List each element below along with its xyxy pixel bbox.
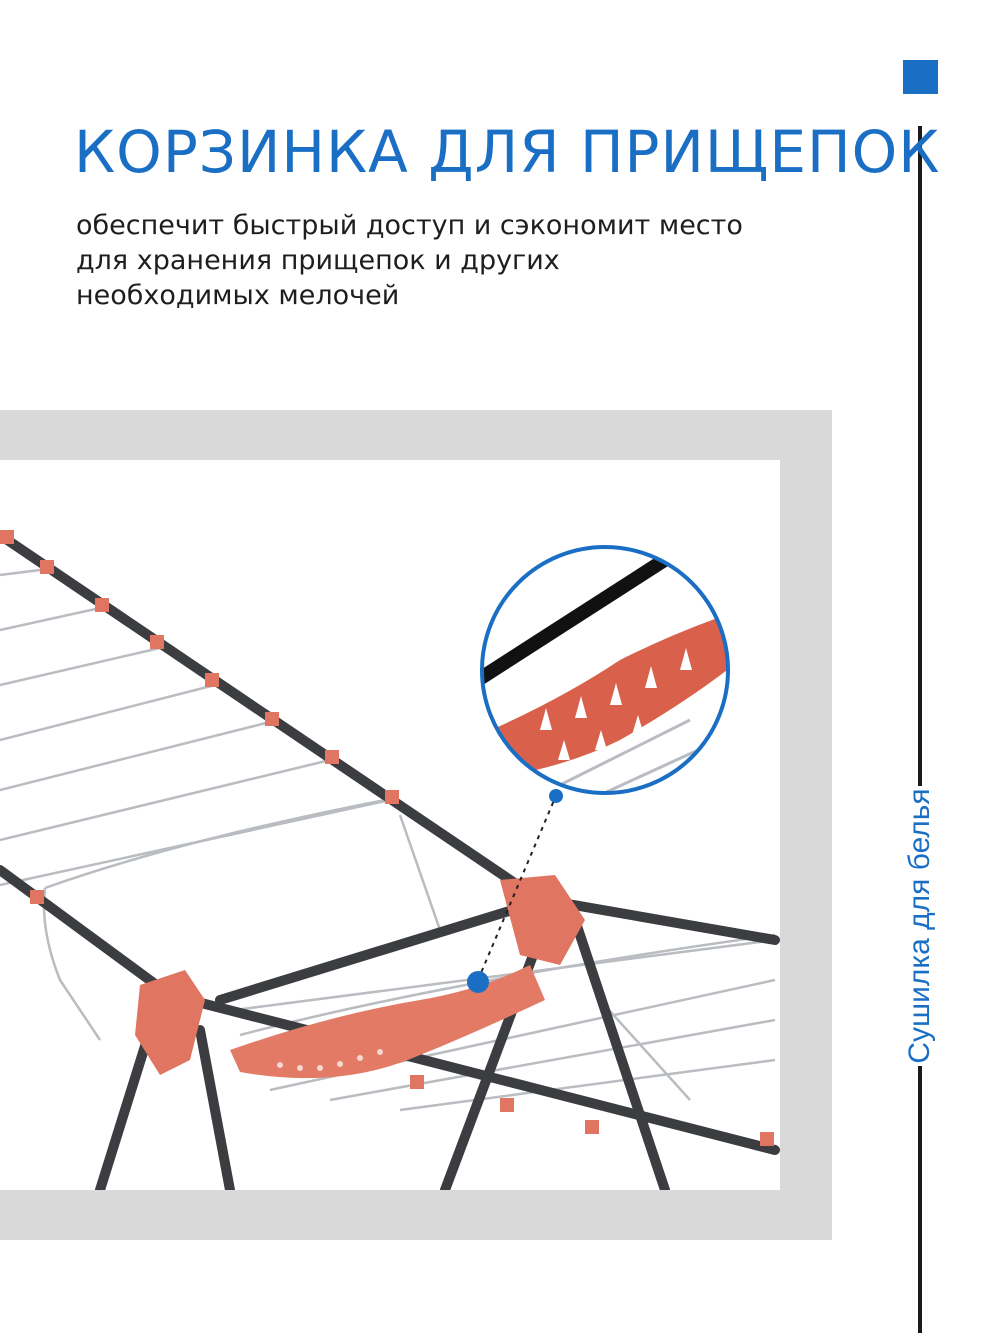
zoom-detail — [470, 545, 740, 795]
side-rail-label: Сушилка для белья — [903, 788, 936, 1064]
page-subtitle — [76, 208, 836, 313]
side-rail-line-bottom — [918, 1066, 922, 1333]
product-photo — [0, 460, 780, 1190]
subtitle-line: для хранения прищепок и других — [76, 245, 560, 276]
page-title: КОРЗИНКА ДЛЯ ПРИЩЕПОК — [74, 118, 941, 186]
zoom-anchor-icon — [549, 789, 563, 803]
accent-square-icon — [903, 60, 938, 94]
side-rail-line-top — [918, 126, 922, 786]
drying-rack-illustration — [0, 460, 780, 1190]
product-photo-frame — [0, 410, 832, 1240]
basket-marker-icon — [467, 971, 489, 993]
subtitle-line: обеспечит быстрый доступ и сэкономит место — [76, 210, 743, 241]
subtitle-line: необходимых мелочей — [76, 280, 400, 311]
